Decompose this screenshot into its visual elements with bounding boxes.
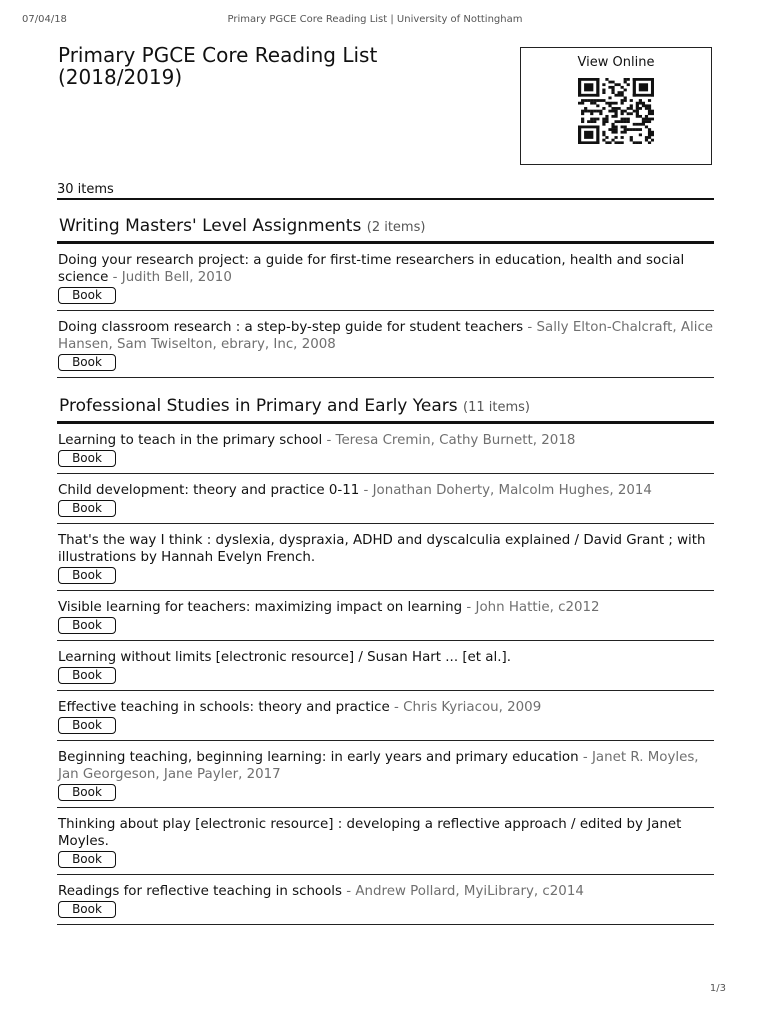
section-title: Writing Masters' Level Assignments: [59, 216, 362, 236]
item-title[interactable]: Learning to teach in the primary school: [58, 433, 323, 448]
list-item: [57, 424, 714, 474]
view-online-label: View Online: [577, 55, 655, 70]
print-page-title: Primary PGCE Core Reading List | University of Nottingham: [227, 14, 523, 25]
book-badge: Book: [58, 567, 116, 584]
list-item: [57, 741, 714, 808]
book-badge: Book: [58, 901, 116, 918]
item-authors: - Andrew Pollard, MyiLibrary, c2014: [346, 884, 584, 899]
book-badge: Book: [58, 851, 116, 868]
view-online-box[interactable]: [520, 47, 712, 165]
page-title: Primary PGCE Core Reading List (2018/2019): [58, 43, 378, 89]
item-title[interactable]: Thinking about play [electronic resource] : developing a reflective approach / edited by Janet Moyles.: [58, 817, 682, 849]
book-badge: Book: [58, 667, 116, 684]
book-badge: Book: [58, 617, 116, 634]
item-title[interactable]: Child development: theory and practice 0-11: [58, 483, 360, 498]
list-item: [57, 474, 714, 524]
section-heading: [57, 378, 714, 424]
list-item: [57, 875, 714, 925]
item-count: 30 items: [57, 182, 714, 200]
book-badge: Book: [58, 450, 116, 467]
list-item: [57, 311, 714, 378]
book-badge: Book: [58, 717, 116, 734]
section-count: (2 items): [366, 220, 426, 235]
item-authors: - Jonathan Doherty, Malcolm Hughes, 2014: [363, 483, 652, 498]
item-title[interactable]: Doing your research project: a guide for first-time researchers in education, health and social science: [58, 253, 685, 285]
item-title[interactable]: That's the way I think : dyslexia, dyspraxia, ADHD and dyscalculia explained / David Grant ; with illustrations by Hannah Evelyn French.: [58, 533, 706, 565]
section-title: Professional Studies in Primary and Early Years: [59, 396, 458, 416]
item-authors: - Janet R. Moyles, Jan Georgeson, Jane Payler, 2017: [58, 750, 699, 782]
item-title[interactable]: Effective teaching in schools: theory and practice: [58, 700, 390, 715]
reading-list: [57, 182, 714, 925]
section-professional-studies: [57, 378, 714, 925]
book-badge: Book: [58, 784, 116, 801]
book-badge: Book: [58, 500, 116, 517]
print-date: 07/04/18: [22, 14, 67, 25]
list-item: [57, 524, 714, 591]
section-heading: [57, 200, 714, 244]
item-authors: - Judith Bell, 2010: [112, 270, 232, 285]
section-count: (11 items): [463, 400, 530, 415]
list-item: [57, 591, 714, 641]
item-title[interactable]: Doing classroom research : a step-by-step guide for student teachers: [58, 320, 524, 335]
page-number: 1/3: [709, 983, 726, 994]
item-title[interactable]: Learning without limits [electronic resource] / Susan Hart ... [et al.].: [58, 650, 511, 665]
section-writing-masters: [57, 200, 714, 378]
print-header: [22, 14, 728, 30]
item-title[interactable]: Readings for reflective teaching in schools: [58, 884, 343, 899]
item-authors: - Teresa Cremin, Cathy Burnett, 2018: [326, 433, 576, 448]
list-item: [57, 244, 714, 311]
item-authors: - John Hattie, c2012: [466, 600, 600, 615]
list-item: [57, 808, 714, 875]
list-item: [57, 641, 714, 691]
book-badge: Book: [58, 287, 116, 304]
item-title[interactable]: Beginning teaching, beginning learning: in early years and primary education: [58, 750, 579, 765]
book-badge: Book: [58, 354, 116, 371]
item-authors: - Sally Elton-Chalcraft, Alice Hansen, Sam Twiselton, ebrary, Inc, 2008: [58, 320, 714, 352]
item-authors: - Chris Kyriacou, 2009: [394, 700, 542, 715]
qr-code-icon[interactable]: [578, 78, 654, 144]
list-item: [57, 691, 714, 741]
item-title[interactable]: Visible learning for teachers: maximizing impact on learning: [58, 600, 463, 615]
